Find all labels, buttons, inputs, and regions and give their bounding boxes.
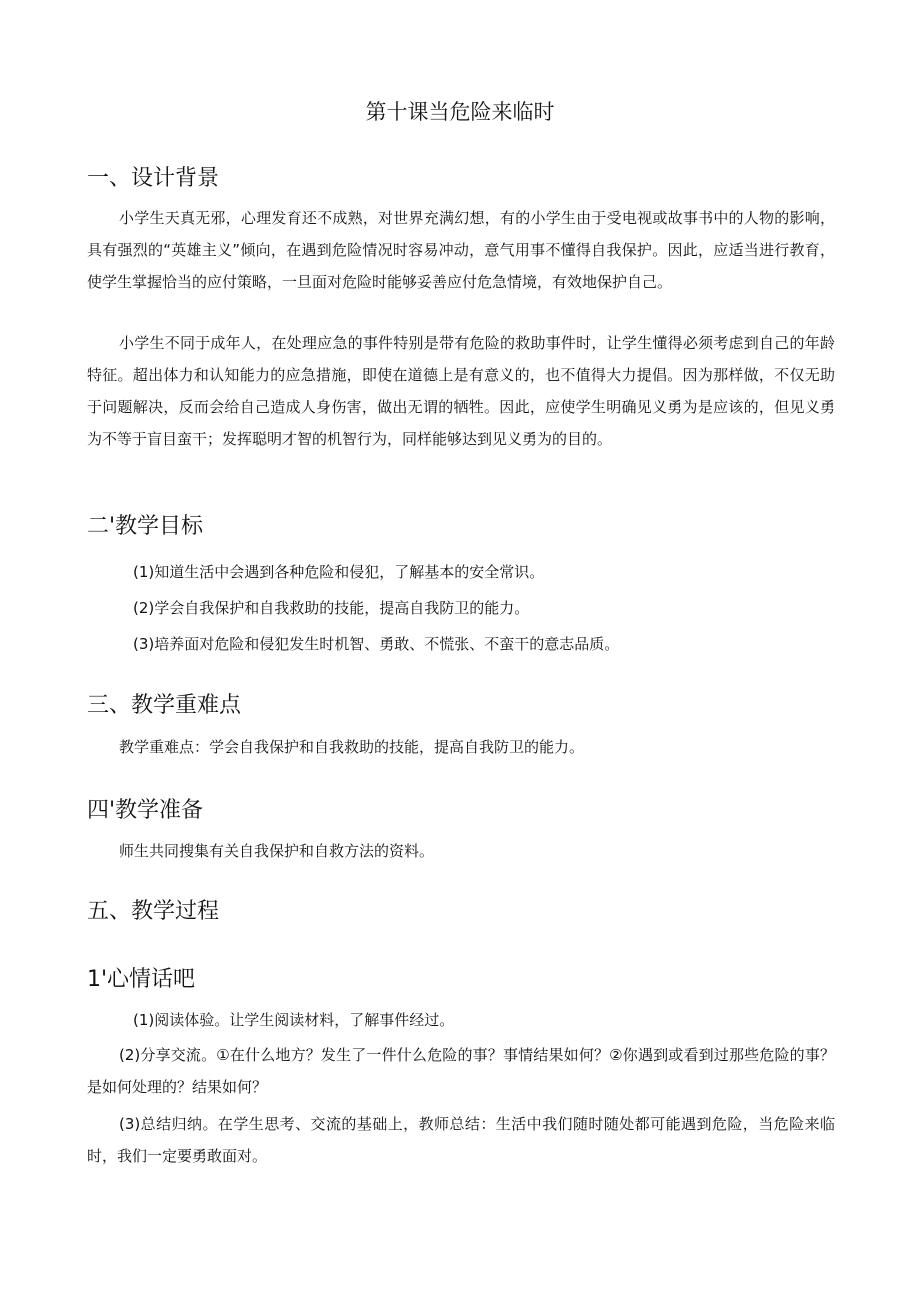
key-points-paragraph: 教学重难点：学会自我保护和自我救助的技能，提高自我防卫的能力。 <box>119 738 585 756</box>
section-heading-process: 五、教学过程 <box>87 899 220 924</box>
objective-item-2: (2)学会自我保护和自我救助的技能，提高自我防卫的能力。 <box>133 599 530 617</box>
section-heading-background: 一、设计背景 <box>87 166 220 191</box>
process-item-2: (2)分享交流。①在什么地方？发生了一件什么危险的事？事情结果如何？②你遇到或看到过那些危险的事？是如何处理的？结果如何？ <box>87 1046 835 1096</box>
process-item-3: (3)总结归纳。在学生思考、交流的基础上，教师总结：生活中我们随时随处都可能遇到危险，当危险来临时，我们一定要勇敢面对。 <box>87 1115 835 1165</box>
objective-item-1: (1)知道生活中会遇到各种危险和侵犯，了解基本的安全常识。 <box>133 563 545 581</box>
process-item-1: (1)阅读体验。让学生阅读材料，了解事件经过。 <box>133 1011 455 1029</box>
section-heading-preparation: 四'教学准备 <box>87 798 204 823</box>
page-title: 第十课当危险来临时 <box>365 100 555 124</box>
background-paragraph-2: 小学生不同于成年人，在处理应急的事件特别是带有危险的救助事件时，让学生懂得必须考虑到自己的年龄特征。超出体力和认知能力的应急措施，即使在道德上是有意义的，也不值得大力提倡。因为那样做，不仅无助于问题解决，反而会给自己造成人身伤害，做出无谓的牺牲。因此，应使学生明确见义勇为是应该的，但见义勇为不等于盲目蛮干；发挥聪明才智的机智行为，同样能够达到见义勇为的目的。 <box>87 334 835 448</box>
objective-item-3: (3)培养面对危险和侵犯发生时机智、勇敢、不慌张、不蛮干的意志品质。 <box>133 635 620 653</box>
background-paragraph-1: 小学生天真无邪，心理发育还不成熟，对世界充满幻想，有的小学生由于受电视或故事书中的人物的影响，具有强烈的“英雄主义”倾向，在遇到危险情况时容易冲动，意气用事不懂得自我保护。因此，应适当进行教育，使学生掌握恰当的应付策略，一旦面对危险时能够妥善应付危急情境，有效地保护自己。 <box>87 209 835 291</box>
section-heading-key-points: 三、教学重难点 <box>87 693 242 718</box>
section-heading-mood-talk: 1'心情话吧 <box>87 967 196 992</box>
preparation-paragraph: 师生共同搜集有关自我保护和自救方法的资料。 <box>119 842 435 860</box>
section-heading-objectives: 二'教学目标 <box>87 514 204 539</box>
